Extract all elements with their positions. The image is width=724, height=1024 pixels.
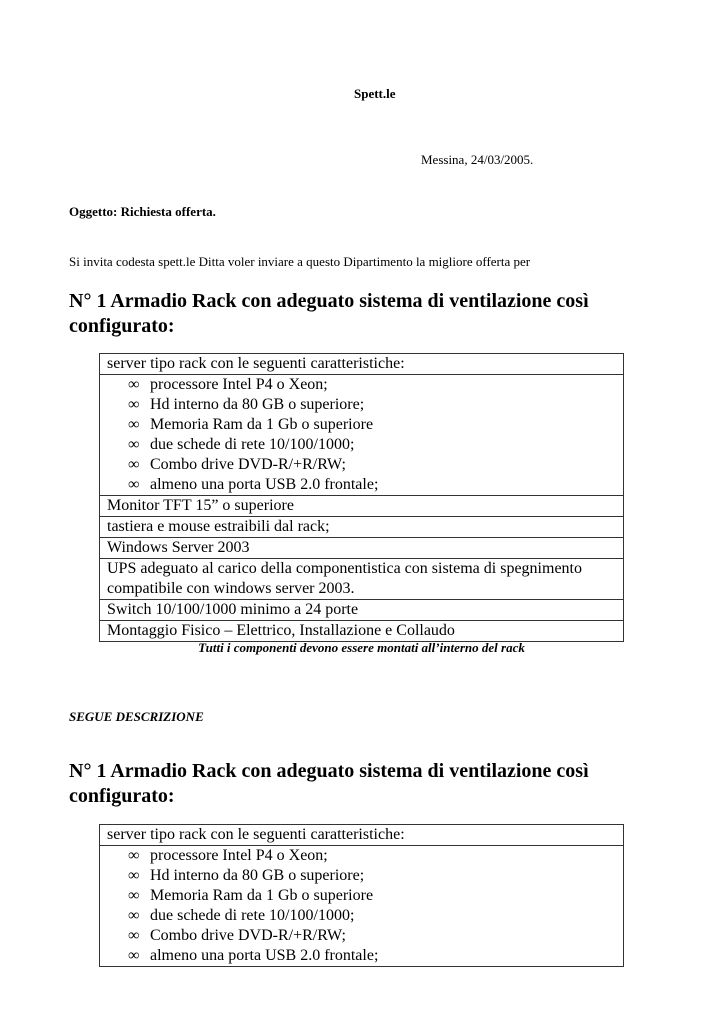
table-note: Tutti i componenti devono essere montati all’interno del rack (198, 640, 525, 655)
list-item-text: Memoria Ram da 1 Gb o superiore (150, 416, 374, 433)
list-item (128, 455, 623, 475)
list-item (128, 946, 623, 966)
heading-1 (69, 289, 589, 339)
recipient: Spett.le (354, 86, 396, 101)
list-item (128, 435, 623, 455)
table-1-bullet-list (100, 375, 624, 496)
heading-2-line2: configurato: (69, 785, 175, 807)
infinity-bullet-icon: ∞ (128, 887, 140, 904)
list-item (128, 395, 623, 415)
list-item (128, 866, 623, 886)
infinity-bullet-icon: ∞ (128, 907, 140, 924)
table-row: Switch 10/100/1000 minimo a 24 porte (100, 600, 624, 621)
list-item-text: Hd interno da 80 GB o superiore; (150, 867, 365, 884)
list-item-text: Combo drive DVD-R/+R/RW; (150, 927, 346, 944)
infinity-bullet-icon: ∞ (128, 456, 140, 473)
list-item-text: Combo drive DVD-R/+R/RW; (150, 456, 346, 473)
list-item (128, 886, 623, 906)
infinity-bullet-icon: ∞ (128, 947, 140, 964)
infinity-bullet-icon: ∞ (128, 847, 140, 864)
spec-table-2 (99, 824, 624, 967)
list-item (128, 375, 623, 395)
infinity-bullet-icon: ∞ (128, 927, 140, 944)
table-row: Windows Server 2003 (100, 538, 624, 559)
table-2-header: server tipo rack con le seguenti caratteristiche: (100, 825, 624, 846)
heading-2-line1: N° 1 Armadio Rack con adeguato sistema di ventilazione così (69, 760, 589, 782)
segue-descrizione: SEGUE DESCRIZIONE (69, 709, 204, 724)
infinity-bullet-icon: ∞ (128, 436, 140, 453)
list-item-text: processore Intel P4 o Xeon; (150, 376, 328, 393)
list-item (128, 926, 623, 946)
list-item-text: due schede di rete 10/100/1000; (150, 907, 355, 924)
infinity-bullet-icon: ∞ (128, 416, 140, 433)
table-row: Monitor TFT 15” o superiore (100, 496, 624, 517)
list-item (128, 846, 623, 866)
intro-text: Si invita codesta spett.le Ditta voler inviare a questo Dipartimento la migliore offerta per (69, 254, 531, 269)
list-item-text: due schede di rete 10/100/1000; (150, 436, 355, 453)
list-item (128, 475, 623, 495)
heading-1-line1: N° 1 Armadio Rack con adeguato sistema di ventilazione così (69, 290, 589, 312)
infinity-bullet-icon: ∞ (128, 867, 140, 884)
heading-2 (69, 759, 589, 809)
list-item (128, 906, 623, 926)
list-item-text: processore Intel P4 o Xeon; (150, 847, 328, 864)
infinity-bullet-icon: ∞ (128, 376, 140, 393)
table-row: UPS adeguato al carico della componentistica con sistema di spegnimento compatibile con windows server 2003. (100, 559, 624, 600)
list-item-text: almeno una porta USB 2.0 frontale; (150, 476, 379, 493)
list-item-text: Hd interno da 80 GB o superiore; (150, 396, 365, 413)
heading-1-line2: configurato: (69, 315, 175, 337)
spec-table-1 (99, 353, 624, 642)
list-item-text: Memoria Ram da 1 Gb o superiore (150, 887, 374, 904)
infinity-bullet-icon: ∞ (128, 476, 140, 493)
table-row: tastiera e mouse estraibili dal rack; (100, 517, 624, 538)
table-row: Montaggio Fisico – Elettrico, Installazione e Collaudo (100, 621, 624, 642)
table-2-bullet-list (100, 846, 624, 967)
list-item-text: almeno una porta USB 2.0 frontale; (150, 947, 379, 964)
list-item (128, 415, 623, 435)
table-1-header: server tipo rack con le seguenti caratteristiche: (100, 354, 624, 375)
place-date: Messina, 24/03/2005. (421, 152, 534, 167)
subject: Oggetto: Richiesta offerta. (69, 204, 216, 219)
infinity-bullet-icon: ∞ (128, 396, 140, 413)
